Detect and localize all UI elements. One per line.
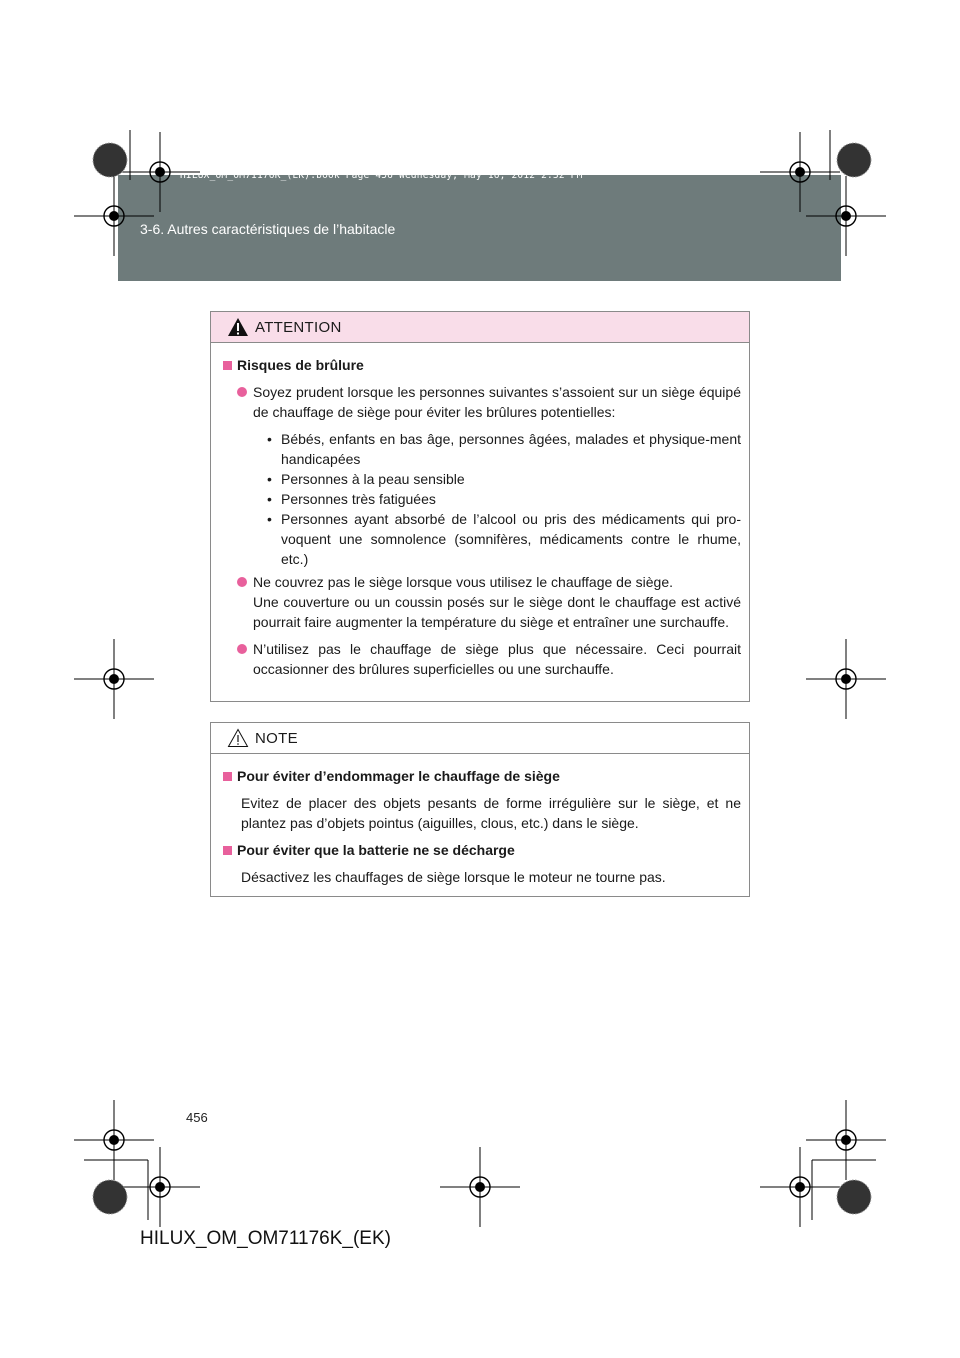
crosshair-mark-bottom-left <box>120 1147 200 1227</box>
crosshair-mark-top-right <box>760 132 840 212</box>
note-heading <box>223 766 741 786</box>
list-item <box>237 572 741 632</box>
note-heading <box>223 840 741 860</box>
list-item <box>237 382 741 422</box>
attention-heading <box>223 355 741 375</box>
crosshair-mark-right-upper <box>806 176 886 256</box>
note-header <box>211 723 749 754</box>
note-heading-text: Pour éviter d’endommager le chauffage de siège <box>237 768 560 784</box>
document-code: HILUX_OM_OM71176K_(EK) <box>140 1228 391 1249</box>
circle-bullet-icon <box>237 644 247 654</box>
square-bullet-icon <box>223 361 232 370</box>
crosshair-mark-right-middle <box>806 639 886 719</box>
crosshair-mark-left-upper <box>74 176 154 256</box>
note-paragraph: Désactivez les chauffages de siège lorsque le moteur ne tourne pas. <box>241 869 666 885</box>
bullet-text: Soyez prudent lorsque les personnes suivantes s’assoient sur un siège équipé de chauffage de siège pour éviter les brûlures potentielles: <box>253 384 741 420</box>
book-stamp: HILUX_OM_OM71176K_(EK).book Page 456 Wednesday, May 16, 2012 2:32 PM <box>180 170 583 181</box>
crosshair-mark-left-lower <box>74 1100 154 1180</box>
crosshair-mark-bottom-center <box>440 1147 520 1227</box>
starburst-mark-bottom-right <box>837 1180 871 1214</box>
square-bullet-icon <box>223 846 232 855</box>
crosshair-mark-right-lower <box>806 1100 886 1180</box>
note-box <box>210 722 750 897</box>
bullet-text <box>253 572 741 632</box>
bullet-text-line: Une couverture ou un coussin posés sur le siège dont le chauffage est activé pourrait faire augmenter la température du siège et entraîner une surchauffe. <box>253 594 741 630</box>
section-title: 3-6. Autres caractéristiques de l’habitacle <box>140 221 396 237</box>
starburst-mark-top-right <box>837 143 871 177</box>
note-title: NOTE <box>255 729 298 747</box>
bullet-text: N’utilisez pas le chauffage de siège plus que nécessaire. Ceci pourrait occasionner des brûlures superficielles ou une surchauffe. <box>253 641 741 677</box>
bullet-text-line: Ne couvrez pas le siège lorsque vous utilisez le chauffage de siège. <box>253 574 673 590</box>
starburst-mark-top-left <box>93 143 127 177</box>
sub-list-item: • Bébés, enfants en bas âge, personnes âgées, malades et physique-ment handicapées <box>267 429 741 469</box>
attention-title: ATTENTION <box>255 318 342 336</box>
page-number: 456 <box>186 1110 208 1125</box>
crosshair-mark-top-left <box>120 132 200 212</box>
sub-list-item: • Personnes à la peau sensible <box>267 469 741 489</box>
caution-triangle-icon <box>227 728 249 748</box>
circle-bullet-icon <box>237 387 247 397</box>
list-item <box>237 639 741 679</box>
crosshair-mark-left-middle <box>74 639 154 719</box>
attention-heading-text: Risques de brûlure <box>237 357 364 373</box>
warning-triangle-icon <box>227 317 249 337</box>
starburst-mark-bottom-left <box>93 1180 127 1214</box>
circle-bullet-icon <box>237 577 247 587</box>
note-paragraph: Evitez de placer des objets pesants de forme irrégulière sur le siège, et ne plantez pas d’objets pointus (aiguilles, clous, etc.) dans le siège. <box>241 795 741 831</box>
sub-list-item: • Personnes ayant absorbé de l’alcool ou pris des médicaments qui pro-voquent une somnolence (somnifères, médicaments contre le rhume, etc.) <box>267 509 741 569</box>
note-heading-text: Pour éviter que la batterie ne se décharge <box>237 842 515 858</box>
sub-list <box>267 429 741 569</box>
sub-list-item: • Personnes très fatiguées <box>267 489 741 509</box>
crosshair-mark-bottom-right <box>760 1147 840 1227</box>
square-bullet-icon <box>223 772 232 781</box>
attention-box <box>210 311 750 702</box>
attention-header <box>211 312 749 343</box>
